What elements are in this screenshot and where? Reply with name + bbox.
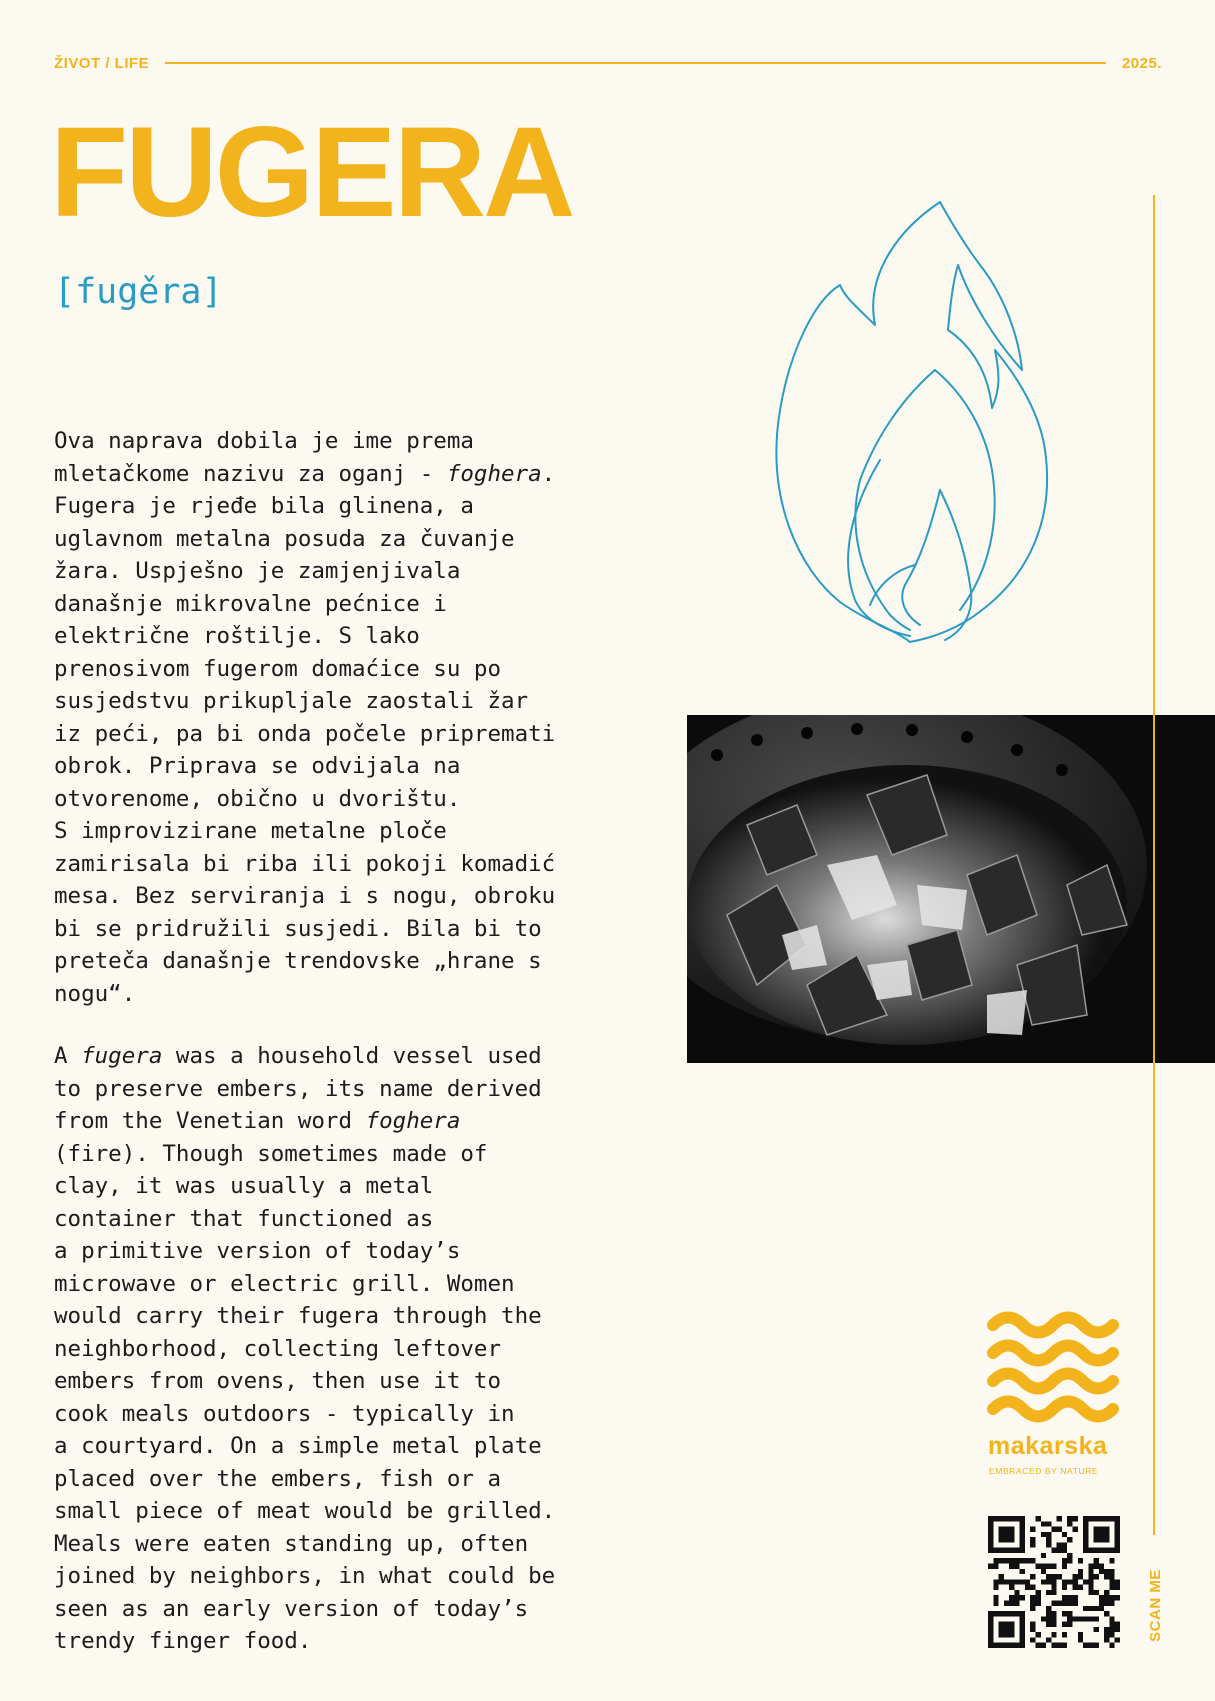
embers-illustration	[687, 715, 1215, 1063]
croatian-text-italic: foghera	[446, 460, 542, 487]
croatian-text-segment: . Fugera je rjeđe bila glinena, a uglavnom metalna posuda za čuvanje žara. Uspješno je zamjenjivala današnje mikrovalne pećnice i električne roštilje. S lako prenosivom fugerom domaćice su po susjedstvu prikupljale zaostali žar iz peći, pa bi onda počele pripremati obrok. Priprava se odvijala na otvorenome, obično u dvorištu. S improvizirane metalne ploče zamirisala bi riba ili pokoji komadić mesa. Bez serviranja i s nogu, obroku bi se pridružili susjedi. Bila bi to preteča današnje trendovske „hrane s nogu“.	[54, 460, 556, 1007]
qr-code-icon[interactable]	[988, 1516, 1120, 1648]
side-rule	[1153, 195, 1155, 1535]
section-label: ŽIVOT / LIFE	[54, 54, 150, 72]
english-text-segment: A	[54, 1043, 82, 1069]
embers-photo	[687, 715, 1215, 1063]
page-title: FUGERA	[50, 101, 573, 244]
english-text-italic: fugera	[81, 1043, 163, 1069]
flame-icon	[770, 190, 1090, 670]
croatian-text-segment: Ova naprava dobila je ime prema mletačkome nazivu za oganj -	[54, 428, 474, 487]
english-text	[54, 1040, 614, 1658]
brand-tagline: EMBRACED BY NATURE	[989, 1466, 1099, 1476]
header-rule	[165, 62, 1106, 64]
page-header	[54, 50, 1162, 76]
croatian-text	[54, 425, 614, 1010]
pronunciation: [fugěra]	[54, 272, 223, 312]
english-text-segment: was a household vessel used to preserve embers, its name derived from the Venetian word	[54, 1043, 542, 1134]
brand-name: makarska	[988, 1432, 1108, 1460]
english-text-italic: foghera	[365, 1108, 461, 1134]
waves-logo-icon	[985, 1310, 1120, 1430]
english-text-segment: (fire). Though sometimes made of clay, it was usually a metal container that functioned as a primitive version of today’s microwave or electric grill. Women would carry their fugera through the neighborhood, collecting leftover embers from ovens, then use it to cook meals outdoors - typically in a courtyard. On a simple metal plate placed over the embers, fish or a small piece of meat would be grilled. Meals were eaten standing up, often joined by neighbors, in what could be seen as an early version of today’s trendy finger food.	[54, 1140, 556, 1654]
scan-me-label: SCAN ME	[1146, 1568, 1164, 1642]
year-label: 2025.	[1121, 54, 1162, 72]
